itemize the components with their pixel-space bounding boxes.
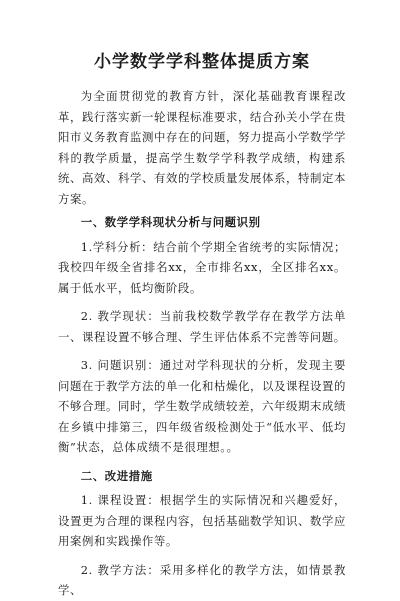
section2-item-2: 2. 教学方法：采用多样化的教学方法，如情景教学、: [58, 562, 346, 597]
section1-item-3: 3. 问题识别：通过对学科现状的分析，发现主要问题在于教学方法的单一化和枯燥化，以及课程设置的不够合理。同时，学生数学成绩较差，六年级期末成绩在乡镇中排第三，四年级省级检测处于“低水平、低均衡”状态，总体成绩不是很理想。。: [58, 358, 346, 454]
section1-item-2: 2. 教学现状：当前我校数学教学存在教学方法单一、课程设置不够合理、学生评估体系不完善等问题。: [58, 309, 346, 344]
intro-paragraph: 为全面贯彻党的教育方针，深化基础教育课程改革，践行落实新一轮课程标准要求，结合孙关小学在贵阳市义务教育监测中存在的问题，努力提高小学数学学科的教学质量，提高学生数学学科教学成绩，构建系统、高效、科学、有效的学校质量发展体系，特制定本方案。: [58, 89, 346, 206]
section2-item-1: 1. 课程设置：根据学生的实际情况和兴趣爱好，设置更为合理的课程内容，包括基础数学知识、数学应用案例和实践操作等。: [58, 493, 346, 548]
document-title: 小学数学学科整体提质方案: [94, 52, 310, 72]
section1-item-1: 1.学科分析：结合前个学期全省统考的实际情况；我校四年级全省排名xx，全市排名xx，全区排名xx。属于低水平，低均衡阶段。: [58, 239, 346, 295]
section-heading-2: 二、改进措施: [80, 468, 153, 483]
section-heading-1: 一、数学学科现状分析与问题识别: [80, 215, 261, 229]
